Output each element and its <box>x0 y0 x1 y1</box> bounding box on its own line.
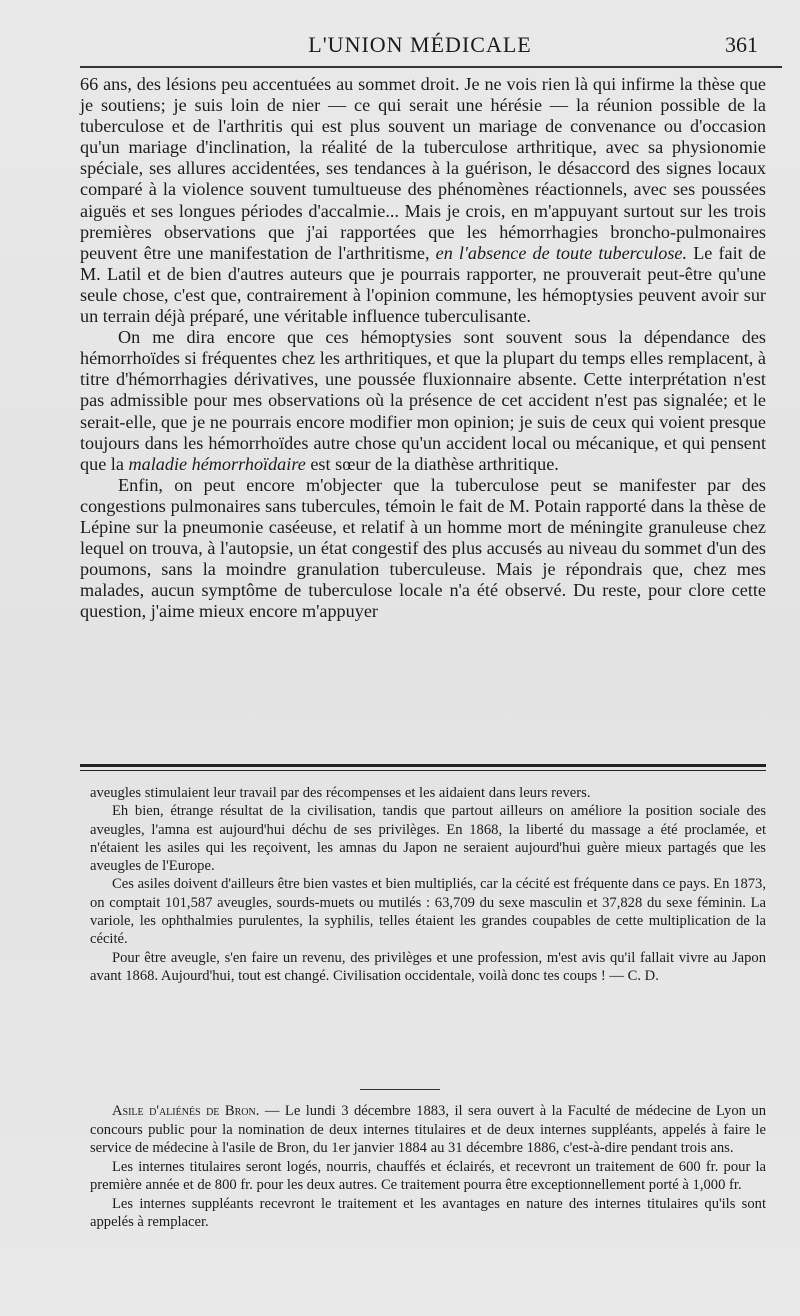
announcement <box>90 1102 766 1232</box>
feuilleton-separator <box>80 764 766 771</box>
paragraph-3: Enfin, on peut encore m'objecter que la tuberculose peut se manifester par des congestions pulmonaires sans tubercules, témoin le fait de M. Potain rapporté dans la thèse de Lépine sur la pneumonie caséeuse, et relatif à un homme mort de méningite granuleuse chez lequel on trouva, à l'autopsie, un état congestif des plus accusés au niveau du sommet d'un des poumons, sans la moindre granulation tuberculeuse. Mais je répondrais que, chez mes malades, aucun symptôme de tuberculose locale n'a été observé. Du reste, pour clore cette question, j'aime mieux encore m'appuyer <box>80 474 766 622</box>
paragraph-2-italic: maladie hémorrhoïdaire <box>128 453 306 474</box>
paragraph-2-text-end: est sœur de la diathèse arthritique. <box>310 453 559 474</box>
paragraph-1-italic: en l'absence de toute tuberculose. <box>435 242 688 263</box>
section-divider <box>360 1089 440 1090</box>
announcement-text-1: — Le lundi 3 décembre 1883, il sera ouvert à la Faculté de médecine de Lyon un concours public pour la nomination de deux internes titulaires et de deux internes suppléants, appelés à faire le service de médecine à l'asile de Bron, du 1er janvier 1884 au 31 décembre 1886, c'est-à-dire pendant trois ans. <box>90 1103 766 1156</box>
journal-title: L'UNION MÉDICALE <box>308 32 532 57</box>
note-paragraph-1: aveugles stimulaient leur travail par des récompenses et les aidaient dans leurs revers. <box>90 785 591 801</box>
main-text <box>80 74 766 622</box>
announcement-paragraph-3: Les internes suppléants recevront le traitement et les avantages en nature des internes titulaires qu'ils sont appelés à remplacer. <box>90 1195 766 1230</box>
paragraph-2 <box>80 327 766 475</box>
header-rule <box>80 66 782 68</box>
paragraph-1-text-end: Le fait de M. Latil et de bien d'autres auteurs que je pourrais rapporter, ne prouverait peut-être qu'une seule chose, c'est que, contrairement à l'opinion commune, les hémoptysies peuvent avoir sur un terrain déjà préparé, une véritable influence tuberculisante. <box>80 242 767 327</box>
announcement-paragraph-2: Les internes titulaires seront logés, nourris, chauffés et éclairés, et recevront un traitement de 600 fr. pour la première année et de 800 fr. pour les deux autres. Ce traitement pourra être exceptionnellement porté à 1,000 fr. <box>90 1158 766 1193</box>
paragraph-1-text: 66 ans, des lésions peu accentuées au sommet droit. Je ne vois rien là qui infirme la thèse que je soutiens; je suis loin de nier — ce qui serait une hérésie — la réunion possible de la tuberculose et de l'arthritis qui est plus souvent un mariage de convenance ou d'occasion qu'un mariage d'inclination, la réalité de la tuberculose arthritique, avec sa physionomie spéciale, ses allures accidentées, ses tendances à la guérison, le désaccord des signes locaux comparé à la violence souvent tumultueuse des phénomènes réactionnels, avec ses poussées aiguës et ses longues périodes d'accalmie... Mais je crois, en m'appuyant surtout sur les trois premières observations que j'ai rapportées que les hémorrhagies broncho-pulmonaires peuvent être une manifestation de l'arthritisme, <box>80 74 766 263</box>
note-paragraph-3: Ces asiles doivent d'ailleurs être bien vastes et bien multipliés, car la cécité est fréquente dans ce pays. En 1873, on comptait 101,587 aveugles, sourds-muets ou mutilés : 63,709 du sexe masculin et 37,828 du sexe féminin. La variole, les ophthalmies purulentes, la syphilis, telles étaient les grandes coupables de cette multiplication de la cécité. <box>90 876 766 948</box>
announcement-lead: Asile d'aliénés de Bron. <box>112 1103 260 1119</box>
page-number: 361 <box>725 32 758 57</box>
note-paragraph-2: Eh bien, étrange résultat de la civilisation, tandis que partout ailleurs on améliore la position sociale des aveugles, l'amna est aujourd'hui déchu de ses privilèges. En 1868, la liberté du massage a été proclamée, et n'étaient les asiles qui les reçoivent, les amnas du Japon ne seraient aujourd'hui guère mieux partagés que les aveugles de l'Europe. <box>90 803 766 875</box>
announcement-paragraph-1 <box>90 1102 766 1158</box>
feuilleton-text <box>90 784 766 985</box>
note-paragraph-4: Pour être aveugle, s'en faire un revenu, des privilèges et une profession, m'est avis qu'il fallait vivre au Japon avant 1868. Aujourd'hui, tout est changé. Civilisation occidentale, voilà donc tes coups ! — C. D. <box>90 949 766 984</box>
running-header <box>80 28 760 68</box>
paragraph-2-text: On me dira encore que ces hémoptysies sont souvent sous la dépendance des hémorrhoïdes si fréquentes chez les arthritiques, et que la plupart du temps elles remplacent, à titre d'hémorrhagies dérivatives, une poussée fluxionnaire absente. Cette interprétation n'est pas admissible pour mes observations où la présence de cet accident n'est pas signalée; et le serait-elle, que je ne pourrais encore modifier mon opinion; je suis de ceux qui voient presque toujours dans les hémorrhoïdes autre chose qu'un accident local ou mécanique, et qui pensent que la <box>80 327 766 474</box>
paragraph-1 <box>80 74 766 327</box>
